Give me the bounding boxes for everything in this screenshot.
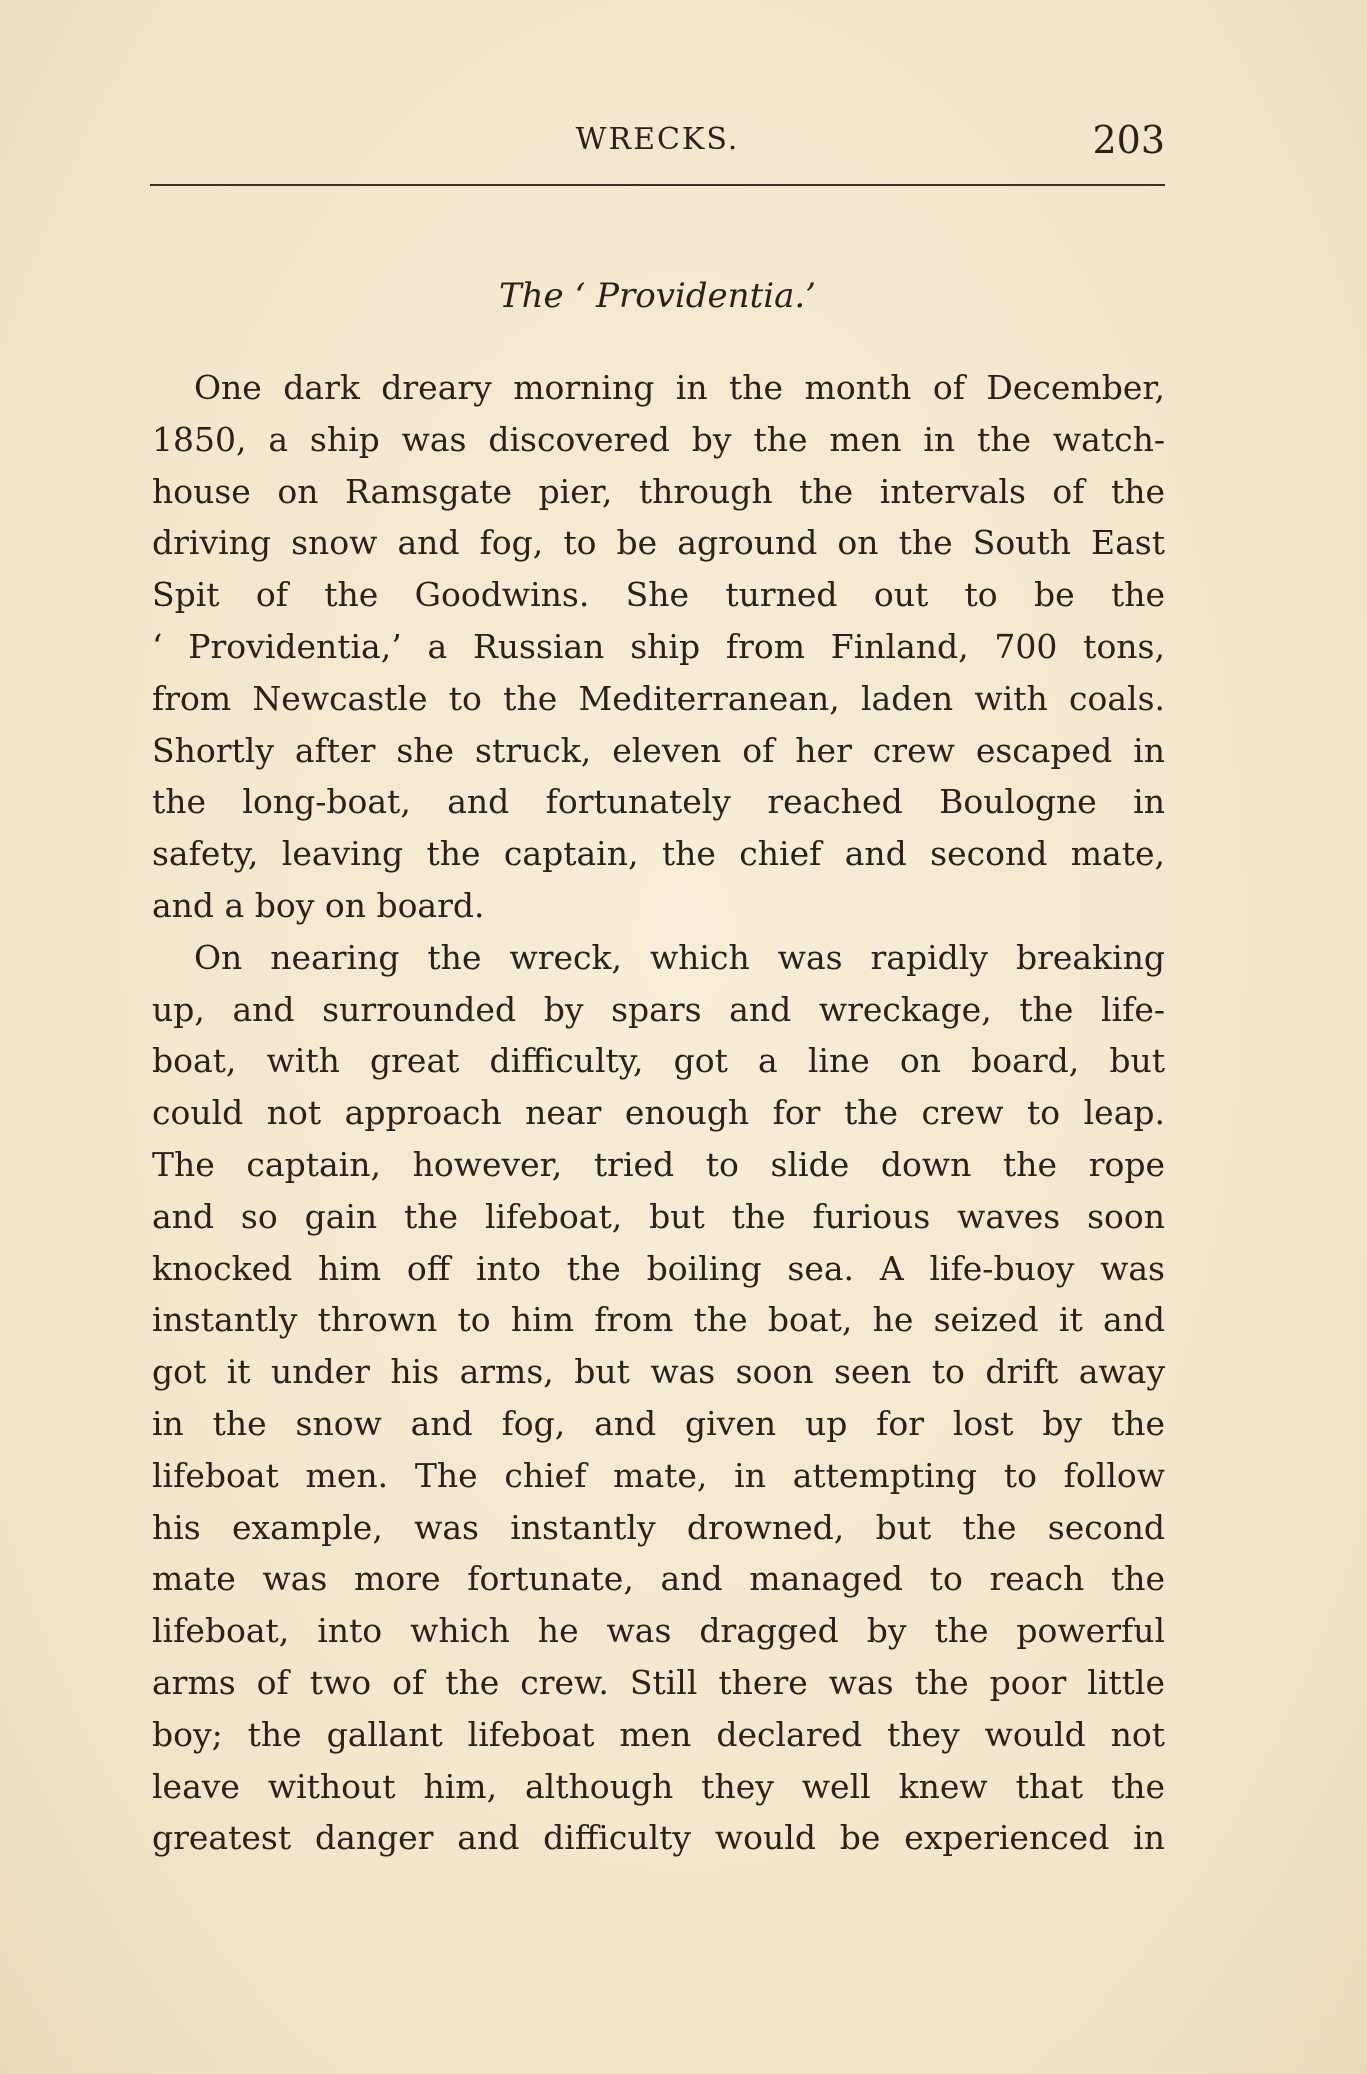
text-line: his example, was instantly drowned, but the second — [152, 1507, 1165, 1547]
text-line: leave without him, although they well knew that the — [152, 1766, 1165, 1806]
text-line: Shortly after she struck, eleven of her crew escaped in — [152, 730, 1165, 770]
page-number: 203 — [1092, 118, 1165, 162]
text-line: The captain, however, tried to slide down the rope — [152, 1144, 1165, 1184]
text-line: house on Ramsgate pier, through the intervals of the — [152, 471, 1165, 511]
text-line: 1850, a ship was discovered by the men in the watch- — [152, 419, 1165, 459]
text-line: One dark dreary morning in the month of December, — [194, 368, 1165, 407]
text-line: boat, with great difficulty, got a line on board, but — [152, 1041, 1165, 1081]
text-line: boy; the gallant lifeboat men declared they would not — [152, 1714, 1165, 1754]
running-head — [150, 118, 1165, 162]
text-line: from Newcastle to the Mediterranean, laden with coals. — [152, 678, 1165, 718]
text-line: instantly thrown to him from the boat, he seized it and — [152, 1300, 1165, 1340]
text-line: ‘ Providentia,’ a Russian ship from Finland, 700 tons, — [152, 626, 1165, 666]
text-line: lifeboat, into which he was dragged by the powerful — [152, 1611, 1165, 1651]
text-line: driving snow and fog, to be aground on the South East — [152, 523, 1165, 563]
text-line: On nearing the wreck, which was rapidly breaking — [194, 937, 1165, 977]
text-line: knocked him off into the boiling sea. A life-buoy was — [152, 1248, 1165, 1288]
text-line: safety, leaving the captain, the chief and second mate, — [152, 834, 1165, 874]
section-title: The ‘ Providentia.’ — [498, 276, 816, 316]
text-line: greatest danger and difficulty would be experienced in — [152, 1818, 1165, 1858]
text-line: in the snow and fog, and given up for lost by the — [152, 1403, 1165, 1443]
running-title: WRECKS. — [575, 122, 740, 157]
text-line: got it under his arms, but was soon seen to drift away — [152, 1352, 1165, 1392]
text-line: arms of two of the crew. Still there was the poor little — [152, 1662, 1165, 1702]
text-line: and a boy on board. — [152, 885, 485, 925]
text-line: and so gain the lifeboat, but the furious waves soon — [152, 1196, 1165, 1236]
text-line: could not approach near enough for the crew to leap. — [152, 1093, 1165, 1133]
text-line: mate was more fortunate, and managed to reach the — [152, 1559, 1165, 1599]
text-line: Spit of the Goodwins. She turned out to be the — [152, 575, 1165, 615]
body-text — [152, 362, 1165, 1864]
text-line: the long-boat, and fortunately reached Boulogne in — [152, 782, 1165, 822]
header-rule — [150, 184, 1165, 186]
text-line: up, and surrounded by spars and wreckage, the life- — [152, 989, 1165, 1029]
text-line: lifeboat men. The chief mate, in attempting to follow — [152, 1455, 1165, 1495]
